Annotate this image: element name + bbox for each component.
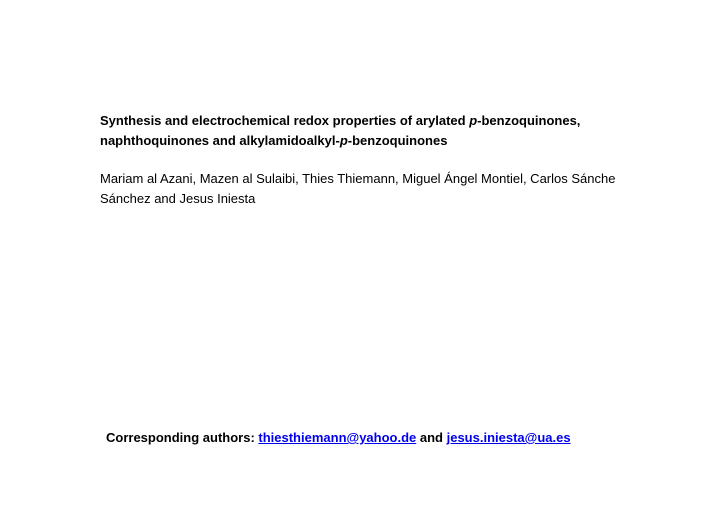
title-part-1: Synthesis and electrochemical redox properties of arylated [100, 113, 470, 128]
title-italic-p-2: p [339, 133, 348, 148]
author-list: Mariam al Azani, Mazen al Sulaibi, Thies Thiemann, Miguel Ángel Montiel, Carlos Sánche Sánchez and Jesus Iniesta [100, 171, 616, 206]
title-part-2: -benzoquinones, naphthoquinones and alkylamidoalkyl- [100, 113, 581, 148]
corresponding-label: Corresponding authors: [106, 430, 259, 445]
title-part-3: -benzoquinones [347, 133, 448, 148]
email-link-iniesta[interactable]: jesus.iniesta@ua.es [446, 430, 571, 445]
corresponding-authors [106, 428, 706, 448]
title-italic-p-1: p [469, 113, 478, 128]
corresponding-conjunction: and [416, 430, 447, 445]
paper-title [100, 111, 660, 151]
email-link-thiemann[interactable]: thiesthiemann@yahoo.de [258, 430, 417, 445]
